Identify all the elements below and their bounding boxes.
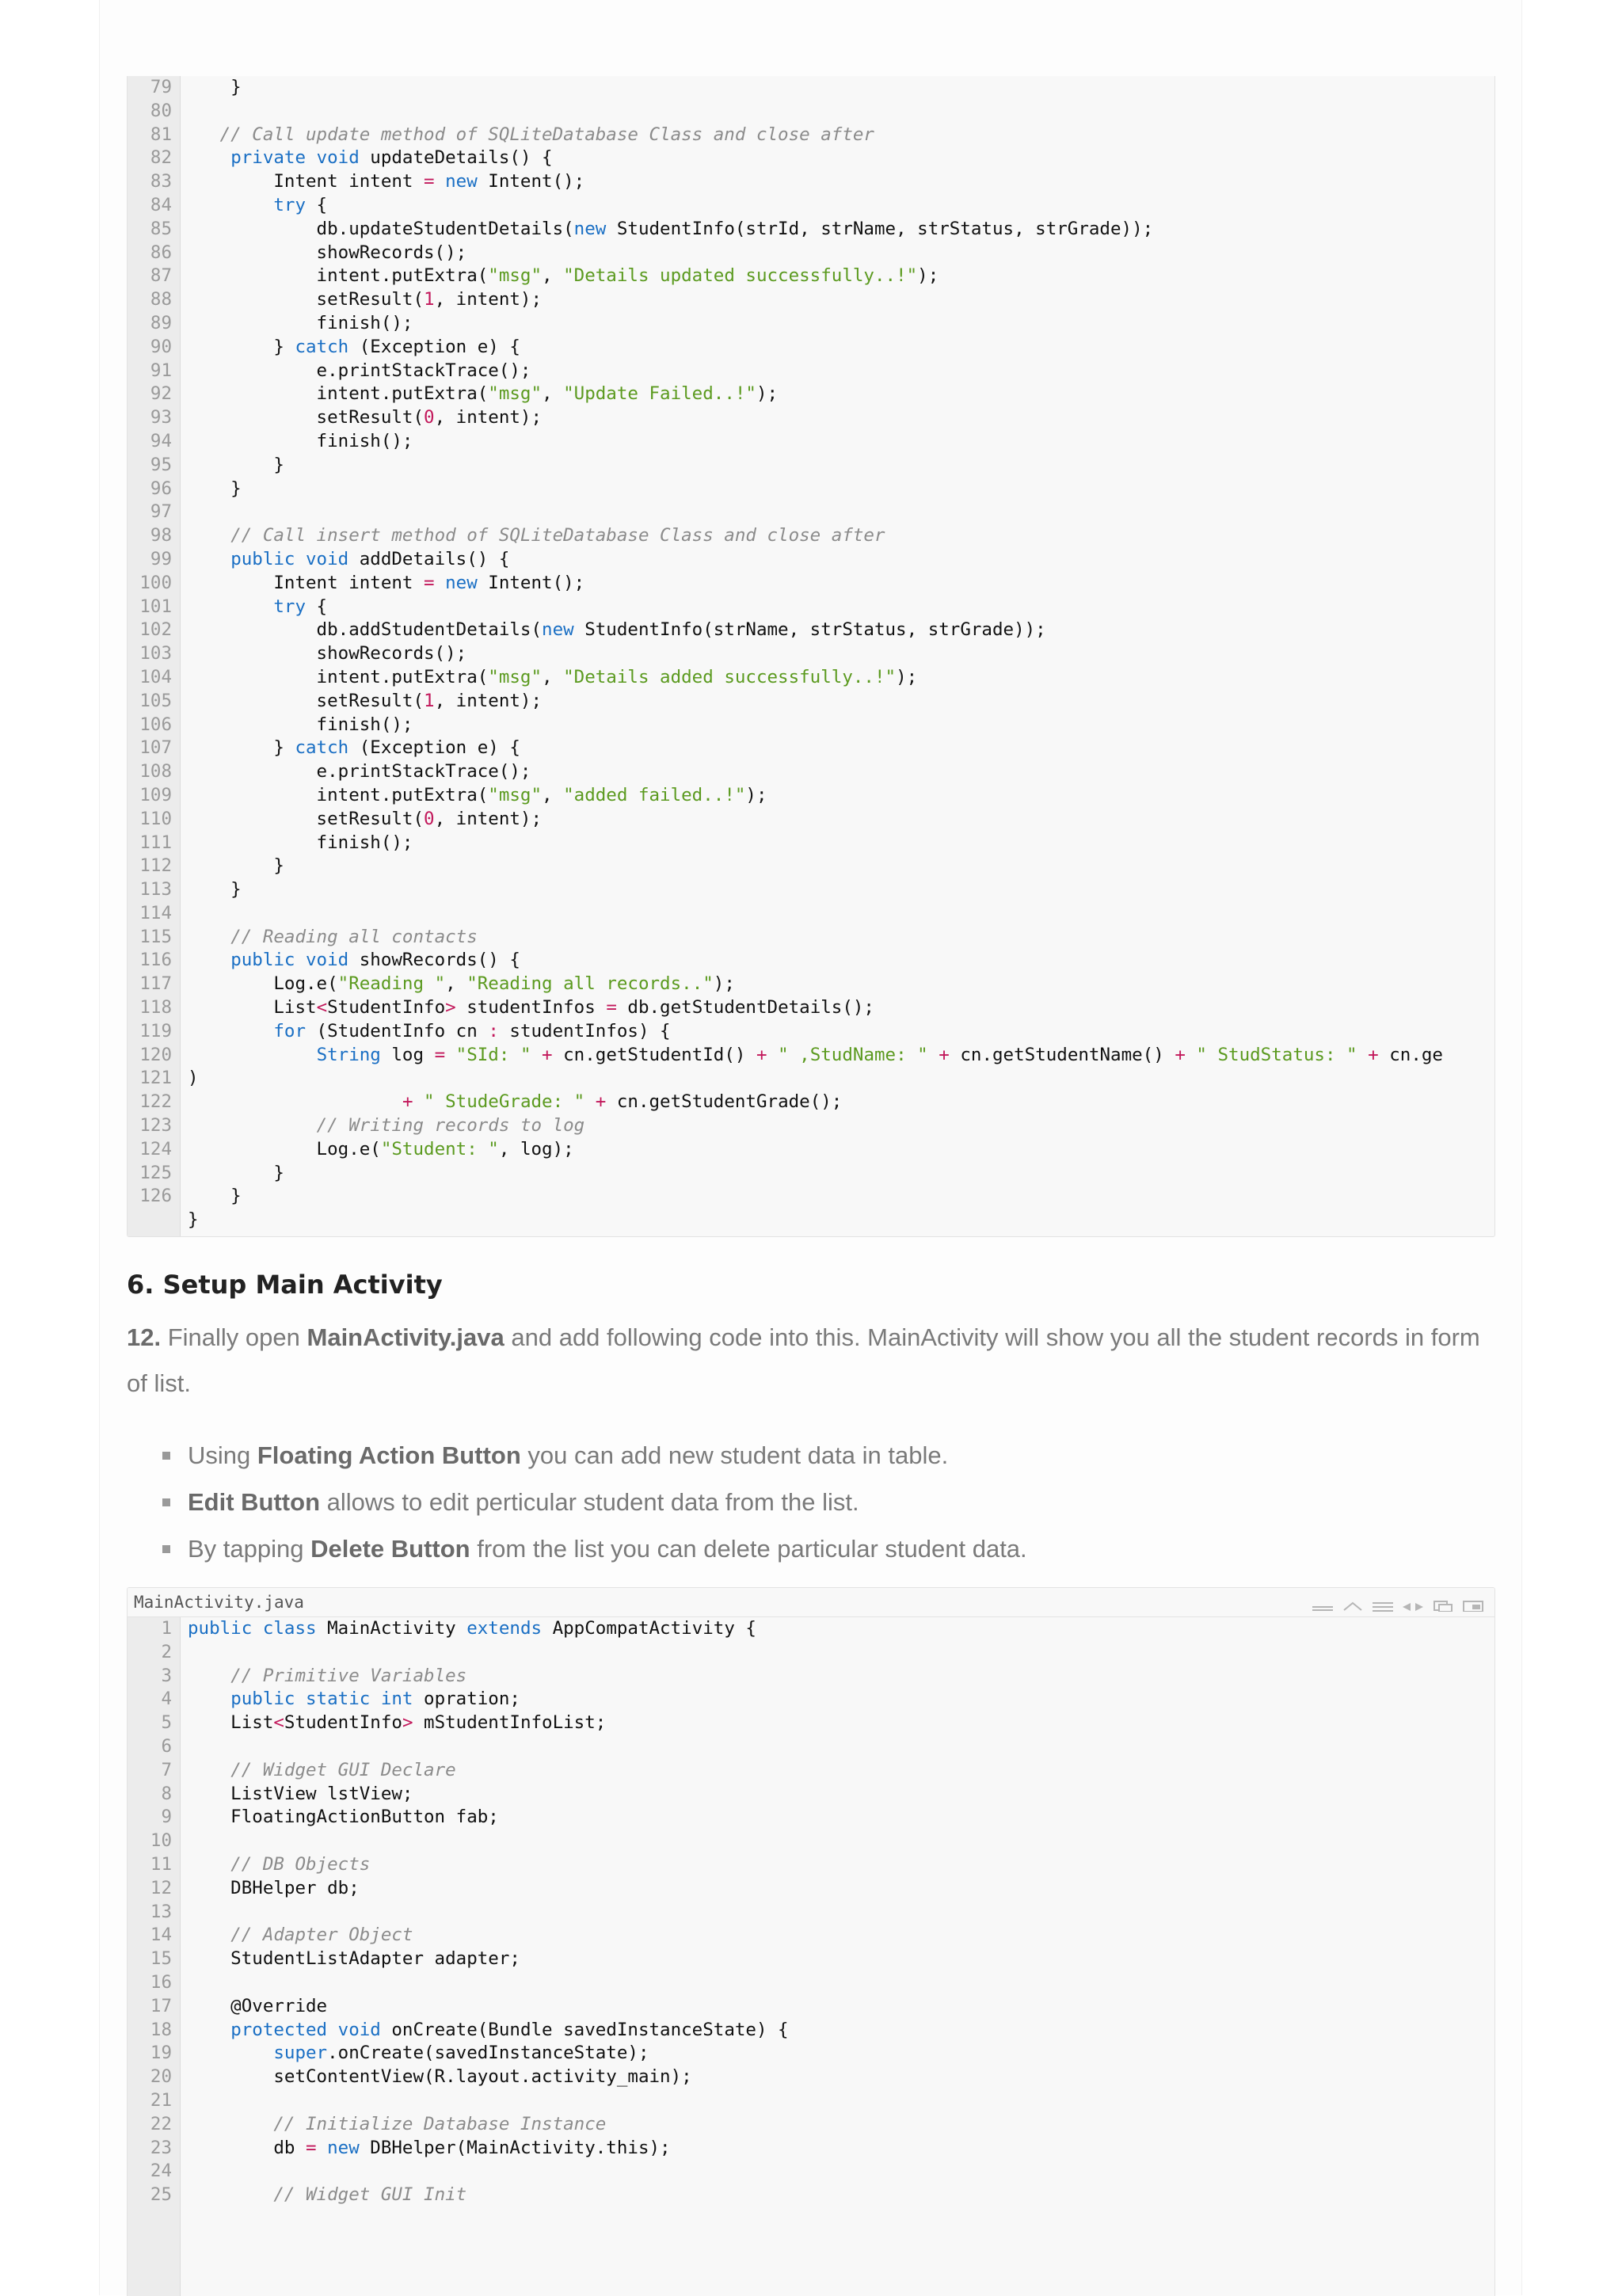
bullet-bold: Delete Button [310,1535,470,1563]
bullet-text: By tapping [188,1535,311,1563]
code-line [128,147,1494,170]
code-line [128,2113,1494,2137]
code-text: } [188,478,242,499]
line-number: 1 [161,1618,172,1639]
code-line [128,1688,1494,1712]
code-filename-bar [128,1588,1494,1617]
code-line [128,572,1494,596]
code-line [128,124,1494,147]
code-text: StudentListAdapter adapter; [188,1948,520,1970]
code-line [128,596,1494,619]
line-number: 86 [150,242,172,263]
code-line [128,430,1494,454]
line-number: 125 [139,1162,172,1183]
code-text [180,2089,188,2113]
line-number: 123 [139,1115,172,1137]
code-line [128,312,1494,336]
code-text: e.printStackTrace(); [188,761,531,782]
code-line [128,1617,1494,1641]
line-number: 3 [161,1665,172,1686]
bullet-bold: Edit Button [188,1488,321,1516]
code-text: intent.putExtra("msg", "Details added successfully..!"); [188,666,918,687]
code-line [128,2019,1494,2043]
code-line [128,784,1494,808]
line-number: 94 [150,430,172,451]
line-number: 84 [150,194,172,215]
code-line [128,1924,1494,1948]
code-line [128,1995,1494,2019]
code-line [128,2160,1494,2184]
code-text: finish(); [188,832,413,853]
wrap-icon[interactable] [1401,1599,1425,1612]
toggle-code-icon[interactable] [1311,1599,1335,1612]
line-number: 97 [150,501,172,523]
code-line [128,406,1494,430]
code-line [128,1783,1494,1807]
code-line [128,973,1494,996]
line-number: 22 [150,2113,172,2134]
line-number: 100 [139,572,172,593]
code-text: // Primitive Variables [230,1665,467,1686]
code-text: setContentView(R.layout.activity_main); [188,2066,692,2088]
line-number: 11 [150,1853,172,1875]
code-text: String log = "SId: " + cn.getStudentId() + " ,StudName: " + cn.getStudentName() + " StudStatus: " + cn.ge [316,1044,1443,1065]
line-number: 25 [150,2184,172,2206]
code-text: // Widget GUI Init [273,2184,467,2206]
line-number: 88 [150,289,172,310]
line-number: 4 [161,1689,172,1710]
line-number: 93 [150,407,172,428]
line-number: 113 [139,879,172,901]
line-number: 99 [150,548,172,569]
code-text: intent.putExtra("msg", "Details updated successfully..!"); [188,265,939,287]
code-text: List<StudentInfo> studentInfos = db.getStudentDetails(); [188,997,874,1019]
code-text: Log.e("Reading ", "Reading all records.."); [188,973,735,995]
line-number: 112 [139,855,172,877]
bullet-bold: Floating Action Button [257,1441,521,1469]
code-text [180,501,188,524]
section-title: 6. Setup Main Activity [127,1270,443,1300]
line-number: 87 [150,265,172,287]
code-toolbar [1311,1599,1485,1612]
code-line [128,1712,1494,1735]
instruction-paragraph [127,1315,1493,1407]
code-text: DBHelper db; [188,1877,360,1898]
bullet-text: you can add new student data in table. [520,1441,949,1469]
code-text: db.addStudentDetails(new StudentInfo(strName, strStatus, strGrade)); [188,619,1046,641]
line-number: 15 [150,1948,172,1970]
code-line [128,642,1494,666]
code-text [180,2160,188,2184]
code-line [128,855,1494,878]
code-text: setResult(0, intent); [188,808,543,829]
line-number: 10 [150,1830,172,1852]
code-line [128,1091,1494,1114]
code-text: setResult(1, intent); [188,289,543,310]
open-window-icon[interactable] [1461,1599,1485,1612]
line-number: 105 [139,690,172,711]
code-text: public void showRecords() { [230,950,520,971]
code-line [128,1901,1494,1925]
code-text: ListView lstView; [188,1783,413,1804]
code-text: setResult(0, intent); [188,407,543,428]
line-number: 122 [139,1091,172,1113]
line-number: 110 [139,808,172,829]
code-text: finish(); [188,312,413,333]
line-number: 12 [150,1877,172,1898]
line-number: 18 [150,2019,172,2040]
code-line [128,1044,1494,1068]
code-text: try { [273,194,328,215]
line-number: 95 [150,454,172,475]
code-line [128,1138,1494,1162]
code-block-main-activity [127,1587,1495,2296]
code-text: // Reading all contacts [230,926,478,947]
code-text [180,1641,188,1665]
list-item [162,1432,1027,1479]
code-line [128,454,1494,478]
line-number: 107 [139,737,172,759]
code-text: // Initialize Database Instance [273,2113,607,2134]
code-text: } [188,1209,199,1231]
code-line [128,878,1494,902]
line-number: 2 [161,1641,172,1662]
code-line [128,76,1494,100]
code-text: protected void onCreate(Bundle savedInstanceState) { [230,2019,789,2040]
para-text-1: Finally open [161,1323,307,1351]
code-line [128,2042,1494,2066]
line-number: 117 [139,973,172,995]
code-line [128,619,1494,642]
line-number: 91 [150,360,172,381]
code-text: finish(); [188,714,413,735]
code-text: private void updateDetails() { [230,147,553,169]
bullet-text: allows to edit perticular student data from the list. [320,1488,859,1516]
line-number: 101 [139,596,172,617]
code-line [128,1185,1494,1209]
code-text: finish(); [188,430,413,451]
list-item [162,1525,1027,1572]
code-text: try { [273,596,328,617]
code-text: } [188,879,242,901]
line-number: 111 [139,832,172,853]
code-text: } [188,454,284,475]
code-line [128,666,1494,690]
code-line [128,1948,1494,1971]
code-text: } catch (Exception e) { [188,336,520,357]
code-text: showRecords(); [188,242,467,263]
line-number: 124 [139,1138,172,1159]
code-line [128,524,1494,548]
code-text: // Widget GUI Declare [230,1759,456,1780]
line-number: 102 [139,619,172,641]
code-line [128,218,1494,242]
code-line [128,478,1494,501]
line-number: 9 [161,1807,172,1828]
code-line [128,1759,1494,1783]
code-line [128,949,1494,973]
code-text: public void addDetails() { [230,548,510,569]
code-line [128,336,1494,360]
code-text [180,1901,188,1925]
code-text: // Call insert method of SQLiteDatabase Class and close after [230,525,885,546]
code-line [128,265,1494,288]
line-number: 83 [150,171,172,192]
line-number: 13 [150,1901,172,1922]
code-line [128,1853,1494,1877]
line-number: 24 [150,2161,172,2182]
line-number: 16 [150,1971,172,1993]
code-text: } [188,1162,284,1183]
code-text: // Adapter Object [230,1925,413,1946]
code-filename: MainActivity.java [134,1593,304,1612]
code-line [128,760,1494,784]
bullet-text: Using [188,1441,257,1469]
copy-icon[interactable] [1431,1599,1455,1612]
code-line [128,383,1494,406]
code-lines [128,1617,1494,2207]
code-line [128,100,1494,124]
code-line [128,1806,1494,1830]
line-number: 80 [150,100,172,121]
code-line [128,2137,1494,2161]
code-text [180,1735,188,1759]
line-number: 8 [161,1783,172,1804]
code-text [180,902,188,926]
code-line [128,501,1494,524]
line-number: 121 [139,1068,172,1089]
line-number: 79 [150,77,172,97]
expand-icon[interactable] [1341,1599,1365,1612]
code-text: showRecords(); [188,643,467,664]
line-number: 7 [161,1759,172,1780]
code-line [128,1641,1494,1665]
code-text [180,1971,188,1995]
line-number: 98 [150,525,172,546]
line-number: 115 [139,926,172,947]
line-number: 96 [150,478,172,499]
code-text: Log.e("Student: ", log); [188,1138,574,1159]
code-text [180,100,188,124]
code-text: @Override [188,1995,328,2016]
code-text: } [188,855,284,877]
code-text: super.onCreate(savedInstanceState); [273,2043,649,2064]
code-line [128,808,1494,832]
code-text [180,1830,188,1853]
code-text: Intent intent = new Intent(); [188,572,585,593]
line-number: 106 [139,714,172,735]
line-number: 114 [139,902,172,923]
code-text: intent.putExtra("msg", "added failed..!"); [188,784,767,805]
code-line [128,1114,1494,1138]
line-number: 5 [161,1712,172,1734]
line-number: 126 [139,1186,172,1207]
code-text: } catch (Exception e) { [188,737,520,759]
code-text: } [188,1186,242,1207]
code-line [128,714,1494,737]
code-line [128,1020,1494,1044]
line-number: 90 [150,336,172,357]
code-line [128,902,1494,926]
code-text: + " StudeGrade: " + cn.getStudentGrade(); [402,1091,843,1113]
code-text: public static int opration; [230,1689,520,1710]
code-lines [128,76,1494,1232]
code-line [128,2184,1494,2207]
code-line [128,2066,1494,2089]
line-number: 118 [139,997,172,1019]
line-number: 116 [139,950,172,971]
code-block-db-helper [127,76,1495,1237]
code-line [128,1162,1494,1186]
code-line [128,170,1494,194]
code-text: Intent intent = new Intent(); [188,171,585,192]
line-number: 21 [150,2089,172,2111]
code-line [128,996,1494,1020]
code-line [128,288,1494,312]
code-line [128,1830,1494,1853]
code-line [128,1209,1494,1232]
code-text: List<StudentInfo> mStudentInfoList; [188,1712,607,1734]
line-number: 89 [150,312,172,333]
plain-text-icon[interactable] [1371,1599,1395,1612]
code-line [128,926,1494,950]
code-line [128,1877,1494,1901]
code-line [128,2089,1494,2113]
code-text: FloatingActionButton fab; [188,1807,499,1828]
list-item [162,1479,1027,1525]
code-text: ) [188,1068,199,1089]
code-text: db.updateStudentDetails(new StudentInfo(strId, strName, strStatus, strGrade)); [188,218,1154,239]
code-line [128,737,1494,760]
code-line [128,690,1494,714]
code-line [128,360,1494,383]
line-number: 81 [150,124,172,145]
line-number: 20 [150,2066,172,2088]
line-number: 6 [161,1735,172,1757]
feature-list [162,1432,1027,1572]
code-text: } [188,77,242,97]
code-line [128,194,1494,218]
code-text: // Call update method of SQLiteDatabase Class and close after [219,124,874,145]
line-number: 103 [139,643,172,664]
code-line [128,1665,1494,1689]
line-number: 92 [150,383,172,405]
code-text: setResult(1, intent); [188,690,543,711]
line-number: 17 [150,1995,172,2016]
code-text: intent.putExtra("msg", "Update Failed..!"); [188,383,779,405]
code-line [128,832,1494,855]
code-text: public class MainActivity extends AppCompatActivity { [188,1618,756,1639]
code-text: // Writing records to log [316,1115,585,1137]
code-text: // DB Objects [230,1853,371,1875]
line-number: 120 [139,1044,172,1065]
line-number: 104 [139,666,172,687]
line-number: 109 [139,784,172,805]
code-line [128,1067,1494,1091]
line-number: 119 [139,1020,172,1041]
code-text: db = new DBHelper(MainActivity.this); [188,2137,671,2158]
bullet-text: from the list you can delete particular student data. [470,1535,1027,1563]
line-number [128,1209,180,1232]
line-number: 108 [139,761,172,782]
code-line [128,1971,1494,1995]
line-number: 82 [150,147,172,169]
code-text: e.printStackTrace(); [188,360,531,381]
line-number: 85 [150,218,172,239]
para-filename: MainActivity.java [307,1323,504,1351]
line-number: 19 [150,2043,172,2064]
line-number: 23 [150,2137,172,2158]
code-line [128,242,1494,265]
code-text: for (StudentInfo cn : studentInfos) { [273,1020,671,1041]
line-number: 14 [150,1925,172,1946]
step-number: 12. [127,1323,162,1351]
code-line [128,1735,1494,1759]
code-line [128,548,1494,572]
para-text-2: and add following code into this. MainActivity will show you all the student records in form of list. [127,1323,1480,1397]
